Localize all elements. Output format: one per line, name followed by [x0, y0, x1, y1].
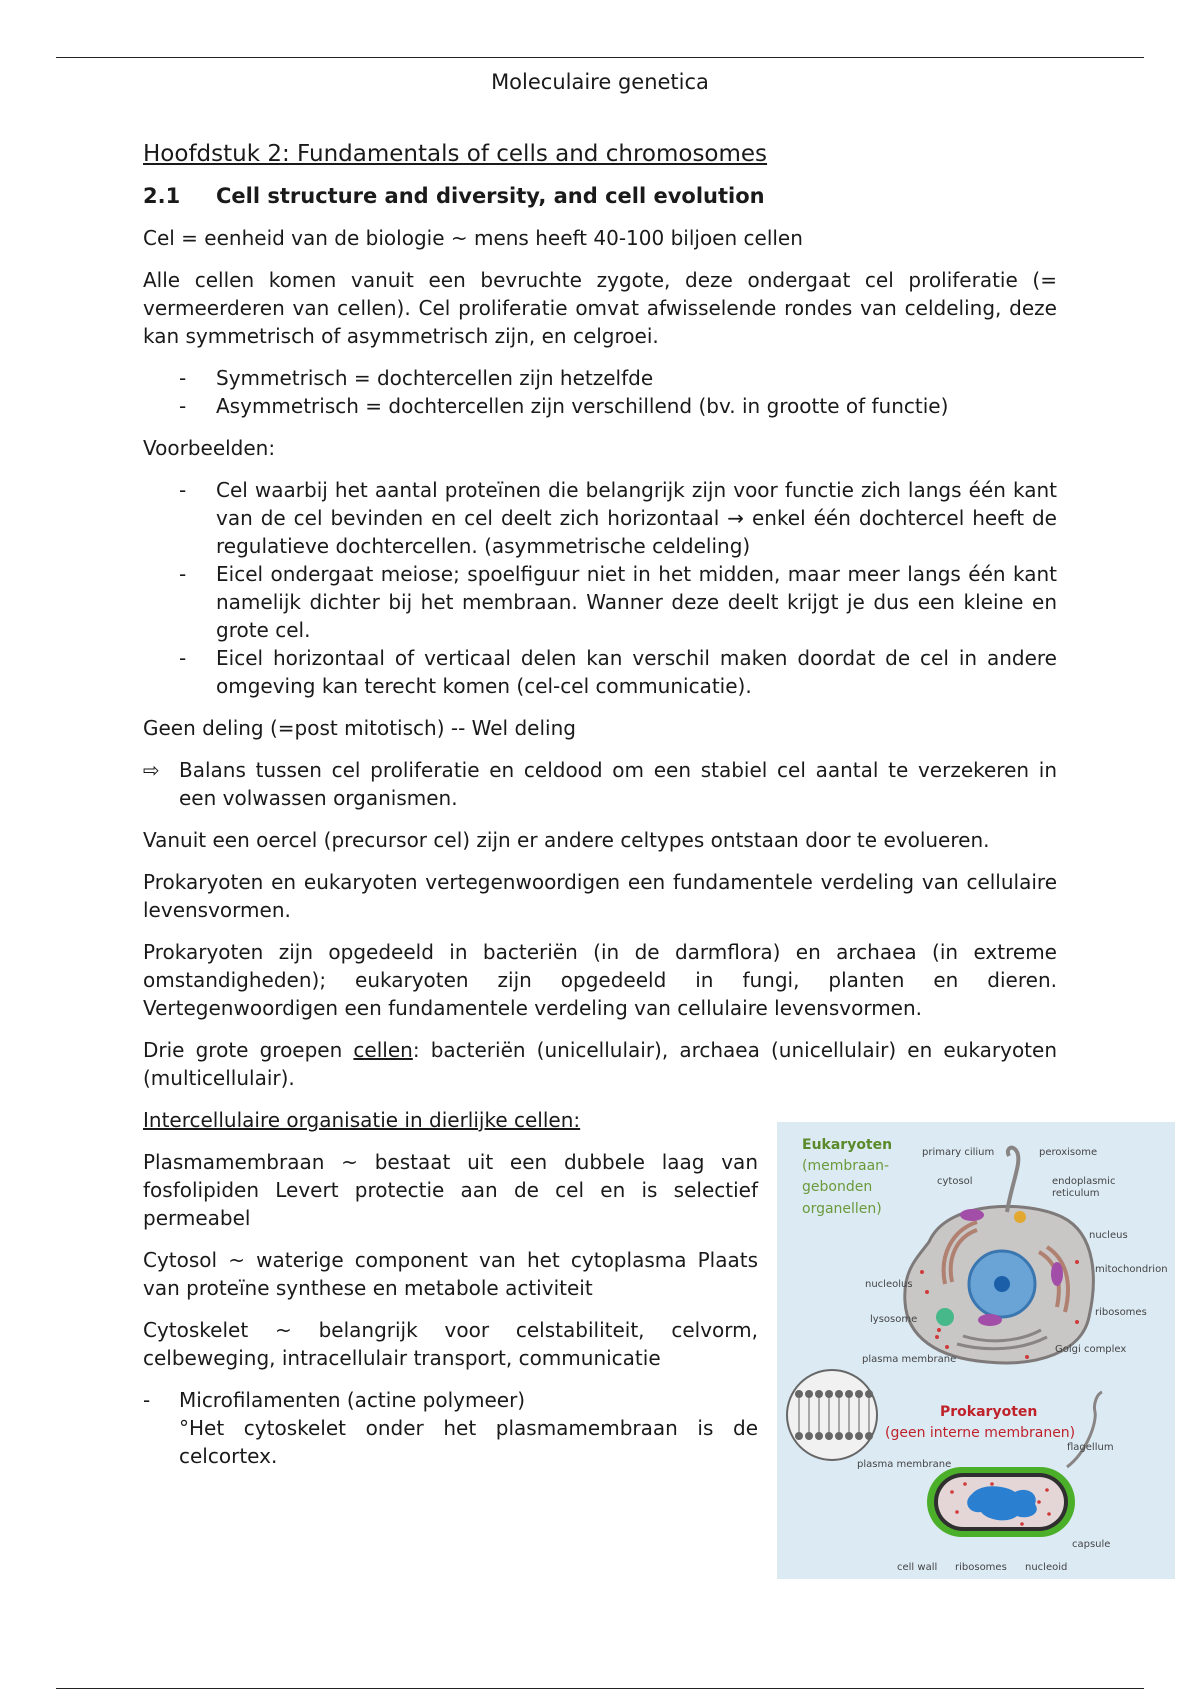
cell-diagram-figure: [777, 1122, 1175, 1579]
paragraph: Cytoskelet ~ belangrijk voor celstabiliteit, celvorm, celbeweging, intracellulair transport, communicatie: [143, 1318, 758, 1370]
paragraph: Alle cellen komen vanuit een bevruchte zygote, deze ondergaat cel proliferatie (= vermeerderen van cellen). Cel proliferatie omvat afwisselende rondes van celdeling, deze kan symmetrisch of asymmetrisch zijn, en celgroei.: [143, 268, 1057, 348]
membrane-zoom: [787, 1370, 877, 1460]
symmetry-list: [143, 364, 1057, 420]
micro-line-2: °Het cytoskelet onder het plasmamembraan is de celcortex.: [179, 1416, 758, 1468]
label-cytosol: cytosol: [937, 1176, 973, 1187]
label-capsule: capsule: [1072, 1539, 1111, 1550]
list-item: - Symmetrisch = dochtercellen zijn hetzelfde: [143, 364, 1057, 392]
paragraph: Cel = eenheid van de biologie ~ mens heeft 40-100 biljoen cellen: [143, 226, 803, 250]
section-number: 2.1: [143, 184, 181, 208]
paragraph: Cytosol ~ waterige component van het cytoplasma Plaats van proteïne synthese en metabole activiteit: [143, 1248, 758, 1300]
label-reticulum: reticulum: [1052, 1188, 1100, 1199]
label-flagellum: flagellum: [1067, 1442, 1114, 1453]
list-item: - Eicel horizontaal of verticaal delen kan verschil maken doordat de cel in andere omgeving kan terecht komen (cel-cel communicatie).: [143, 644, 1057, 700]
text-run: Drie grote groepen: [143, 1038, 354, 1062]
chapter-heading: Hoofdstuk 2: Fundamentals of cells and chromosomes: [143, 141, 768, 167]
page-header-title: Moleculaire genetica: [491, 70, 709, 94]
subheading: Intercellulaire organisatie in dierlijke cellen:: [143, 1108, 581, 1132]
label-nucleus: nucleus: [1089, 1230, 1128, 1241]
eukaryoten-sub: (membraan-: [802, 1158, 890, 1174]
section-heading: [143, 182, 1057, 210]
paragraph: Vanuit een oercel (precursor cel) zijn er andere celtypes ontstaan door te evolueren.: [143, 828, 990, 852]
arrow-item-text: Balans tussen cel proliferatie en celdood om een stabiel cel aantal te verzekeren in een volwassen organismen.: [179, 758, 1057, 810]
eukaryoten-sub: gebonden: [802, 1179, 873, 1195]
paragraph: Geen deling (=post mitotisch) -- Wel deling: [143, 716, 576, 740]
list-item: - Asymmetrisch = dochtercellen zijn verschillend (bv. in grootte of functie): [143, 392, 1057, 420]
paragraph: Voorbeelden:: [143, 436, 276, 460]
section-title: Cell structure and diversity, and cell evolution: [216, 184, 765, 208]
label-nucleoid: nucleoid: [1025, 1562, 1068, 1573]
paragraph: Plasmamembraan ~ bestaat uit een dubbele laag van fosfolipiden Levert protectie aan de cel en is selectief permeabel: [143, 1150, 758, 1230]
cell-diagram: [777, 1122, 1175, 1579]
text-run: : bacteriën (unicellulair), archaea (unicellulair) en eukaryoten (multicellulair).: [143, 1038, 1057, 1090]
left-column: [143, 1106, 758, 1470]
label-ribosomes-prok: ribosomes: [955, 1562, 1007, 1573]
arrow-item: [143, 756, 1057, 812]
list-item: - Eicel ondergaat meiose; spoelfiguur niet in het midden, maar meer langs één kant namelijk dichter bij het membraan. Wanner deze deelt krijgt je dus een kleine en grote cel.: [143, 560, 1057, 644]
label-mitochondrion: mitochondrion: [1095, 1264, 1168, 1275]
eukaryoten-sub: organellen): [802, 1201, 882, 1217]
list-item: - Cel waarbij het aantal proteïnen die belangrijk zijn voor functie zich langs één kant van de cel bevinden en cel deelt zich horizontaal → enkel één dochtercel heeft de regulatieve dochtercellen. (asymmetrische celdeling): [143, 476, 1057, 560]
label-lysosome: lysosome: [870, 1314, 918, 1325]
prokaryoten-title: Prokaryoten: [940, 1404, 1038, 1420]
arrow-right-icon: ⇨: [143, 758, 160, 782]
label-ribosomes: ribosomes: [1095, 1307, 1147, 1318]
label-primary-cilium: primary cilium: [922, 1147, 995, 1158]
label-plasma-membrane-prok: plasma membrane: [857, 1459, 952, 1470]
paragraph: [143, 1036, 1057, 1092]
label-golgi: Golgi complex: [1055, 1344, 1127, 1355]
list-item: [143, 1386, 758, 1470]
prokaryoten-sub: (geen interne membranen): [885, 1425, 1076, 1441]
examples-list: [143, 476, 1057, 700]
dash-bullet: -: [143, 1388, 151, 1412]
label-cell-wall: cell wall: [897, 1562, 938, 1573]
eukaryoten-title: Eukaryoten: [802, 1137, 893, 1153]
label-plasma-membrane: plasma membrane: [862, 1354, 957, 1365]
label-peroxisome: peroxisome: [1039, 1147, 1098, 1158]
footer-rule: [56, 1688, 1144, 1689]
label-nucleolus: nucleolus: [865, 1279, 913, 1290]
micro-line-1: Microfilamenten (actine polymeer): [179, 1388, 526, 1412]
paragraph: Prokaryoten zijn opgedeeld in bacteriën (in de darmflora) en archaea (in extreme omstandigheden); eukaryoten zijn opgedeeld in fungi, planten en dieren. Vertegenwoordigen een fundamentele verdeling van cellulaire levensvormen.: [143, 940, 1057, 1020]
underlined-word: cellen: [353, 1038, 413, 1062]
paragraph: Prokaryoten en eukaryoten vertegenwoordigen een fundamentele verdeling van cellulaire levensvormen.: [143, 870, 1057, 922]
label-endoplasmic: endoplasmic: [1052, 1176, 1116, 1187]
header-rule: [56, 57, 1144, 58]
